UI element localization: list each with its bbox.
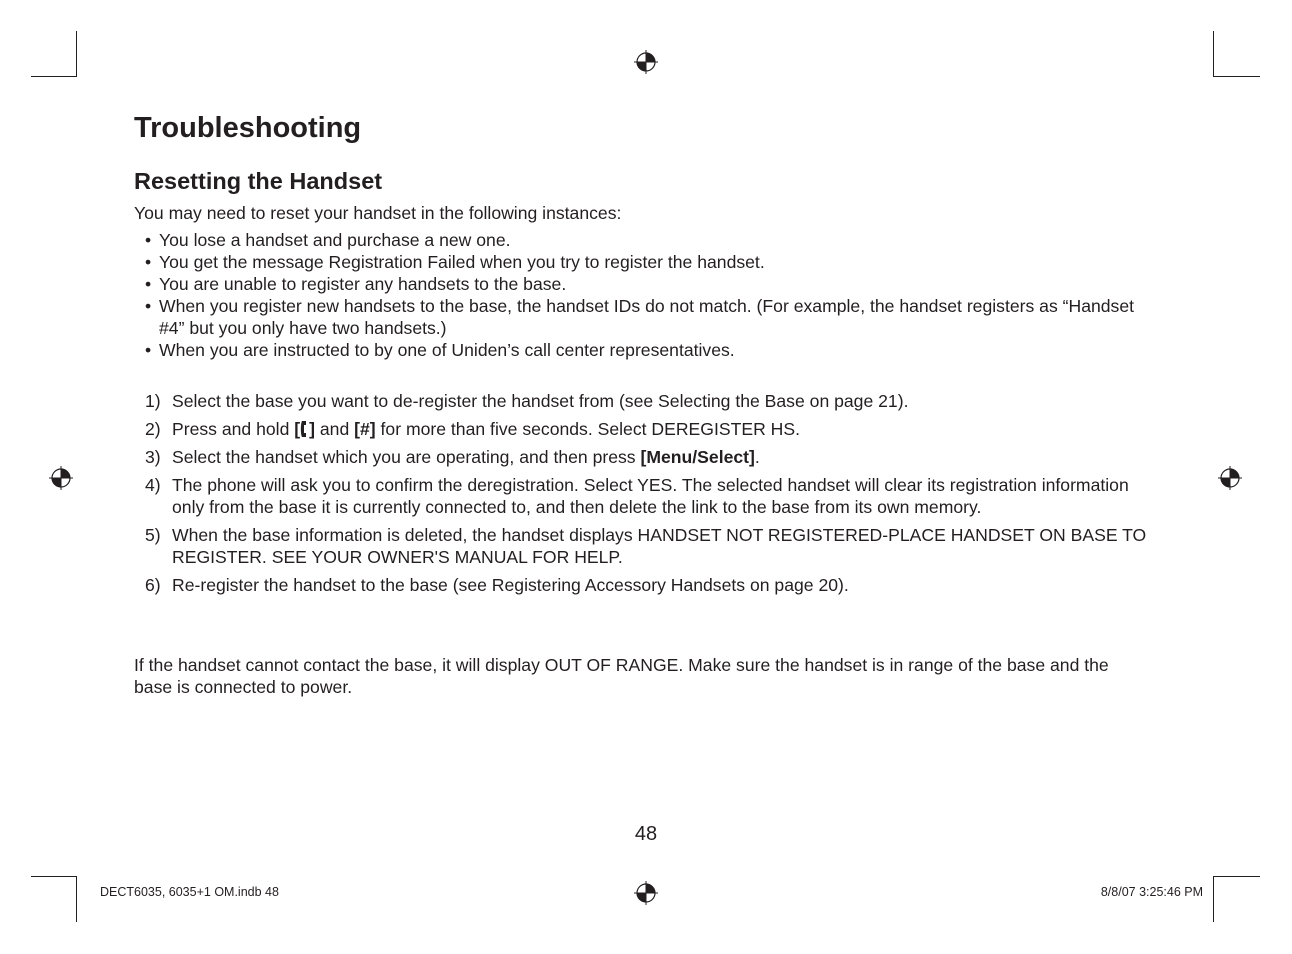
step-number: 2) — [145, 419, 161, 439]
page-title: Troubleshooting — [134, 112, 362, 144]
list-item: • You get the message Registration Failed when you try to register the handset. — [145, 251, 1155, 273]
crop-mark-top-left-vertical — [76, 31, 77, 77]
step-text: The phone will ask you to confirm the deregistration. Select YES. The selected handset will clear its registration information only from the base it is currently connected to, and then delete the link to the base from its own memory. — [172, 475, 1129, 517]
out-of-range-note: If the handset cannot contact the base, it will display OUT OF RANGE. Make sure the handset is in range of the base and the base is connected to power. — [134, 655, 1109, 697]
key-bracket-close: ] — [309, 419, 315, 439]
crop-mark-top-left-horizontal — [31, 76, 77, 77]
section-title: Resetting the Handset — [134, 168, 383, 194]
pound-key-label: [#] — [354, 419, 376, 439]
crop-mark-bottom-right-horizontal — [1214, 876, 1260, 877]
registration-mark-right-icon — [1218, 466, 1242, 490]
reset-reasons-list — [145, 229, 1155, 361]
print-slug-file: DECT6035, 6035+1 OM.indb 48 — [100, 885, 279, 899]
step-item — [145, 574, 1155, 596]
page-number: 48 — [634, 823, 658, 845]
step-text-post: for more than five seconds. Select DEREGISTER HS. — [375, 419, 801, 439]
step-number: 1) — [145, 391, 161, 411]
step-item — [145, 474, 1155, 518]
step-item — [145, 390, 1155, 412]
crop-mark-bottom-left-vertical — [76, 876, 77, 922]
step-text: Select the base you want to de-register the handset from (see Selecting the Base on page 21). — [172, 391, 909, 411]
step-number: 4) — [145, 475, 161, 495]
step-text: Re-register the handset to the base (see Registering Accessory Handsets on page 20). — [172, 575, 849, 595]
crop-mark-bottom-right-vertical — [1213, 876, 1214, 922]
list-item: • When you are instructed to by one of Uniden’s call center representatives. — [145, 339, 1155, 361]
list-item: • When you register new handsets to the base, the handset IDs do not match. (For example, the handset registers as “Handset #4” but you only have two handsets.) — [145, 295, 1155, 339]
step-number: 3) — [145, 447, 161, 467]
step-text-post: . — [754, 447, 760, 467]
crop-mark-bottom-left-horizontal — [31, 876, 77, 877]
menu-select-key-label: [Menu/Select] — [640, 447, 755, 467]
handset-phone-icon — [300, 420, 309, 438]
list-item: • You are unable to register any handsets to the base. — [145, 273, 1155, 295]
registration-mark-left-icon — [49, 466, 73, 490]
step-item — [145, 446, 1155, 468]
step-number: 6) — [145, 575, 161, 595]
handset-key-label — [294, 419, 315, 439]
step-number: 5) — [145, 525, 161, 545]
crop-mark-top-right-horizontal — [1214, 76, 1260, 77]
step-text-pre: Select the handset which you are operating, and then press — [172, 447, 641, 467]
key-bracket-open: [ — [294, 419, 301, 439]
step-text: When the base information is deleted, the handset displays HANDSET NOT REGISTERED-PLACE HANDSET ON BASE TO REGISTER. SEE YOUR OWNER'S MANUAL FOR HELP. — [172, 525, 1147, 567]
intro-text: You may need to reset your handset in the following instances: — [134, 203, 622, 223]
list-item: • You lose a handset and purchase a new one. — [145, 229, 1155, 251]
step-text-pre: Press and hold — [172, 419, 295, 439]
crop-mark-top-right-vertical — [1213, 31, 1214, 77]
registration-mark-bottom-icon — [634, 881, 658, 905]
registration-mark-top-icon — [634, 50, 658, 74]
step-item — [145, 418, 1155, 440]
reset-steps-list — [145, 390, 1155, 602]
step-text-mid: and — [314, 419, 355, 439]
print-slug-timestamp: 8/8/07 3:25:46 PM — [1100, 885, 1203, 899]
step-item — [145, 524, 1155, 568]
